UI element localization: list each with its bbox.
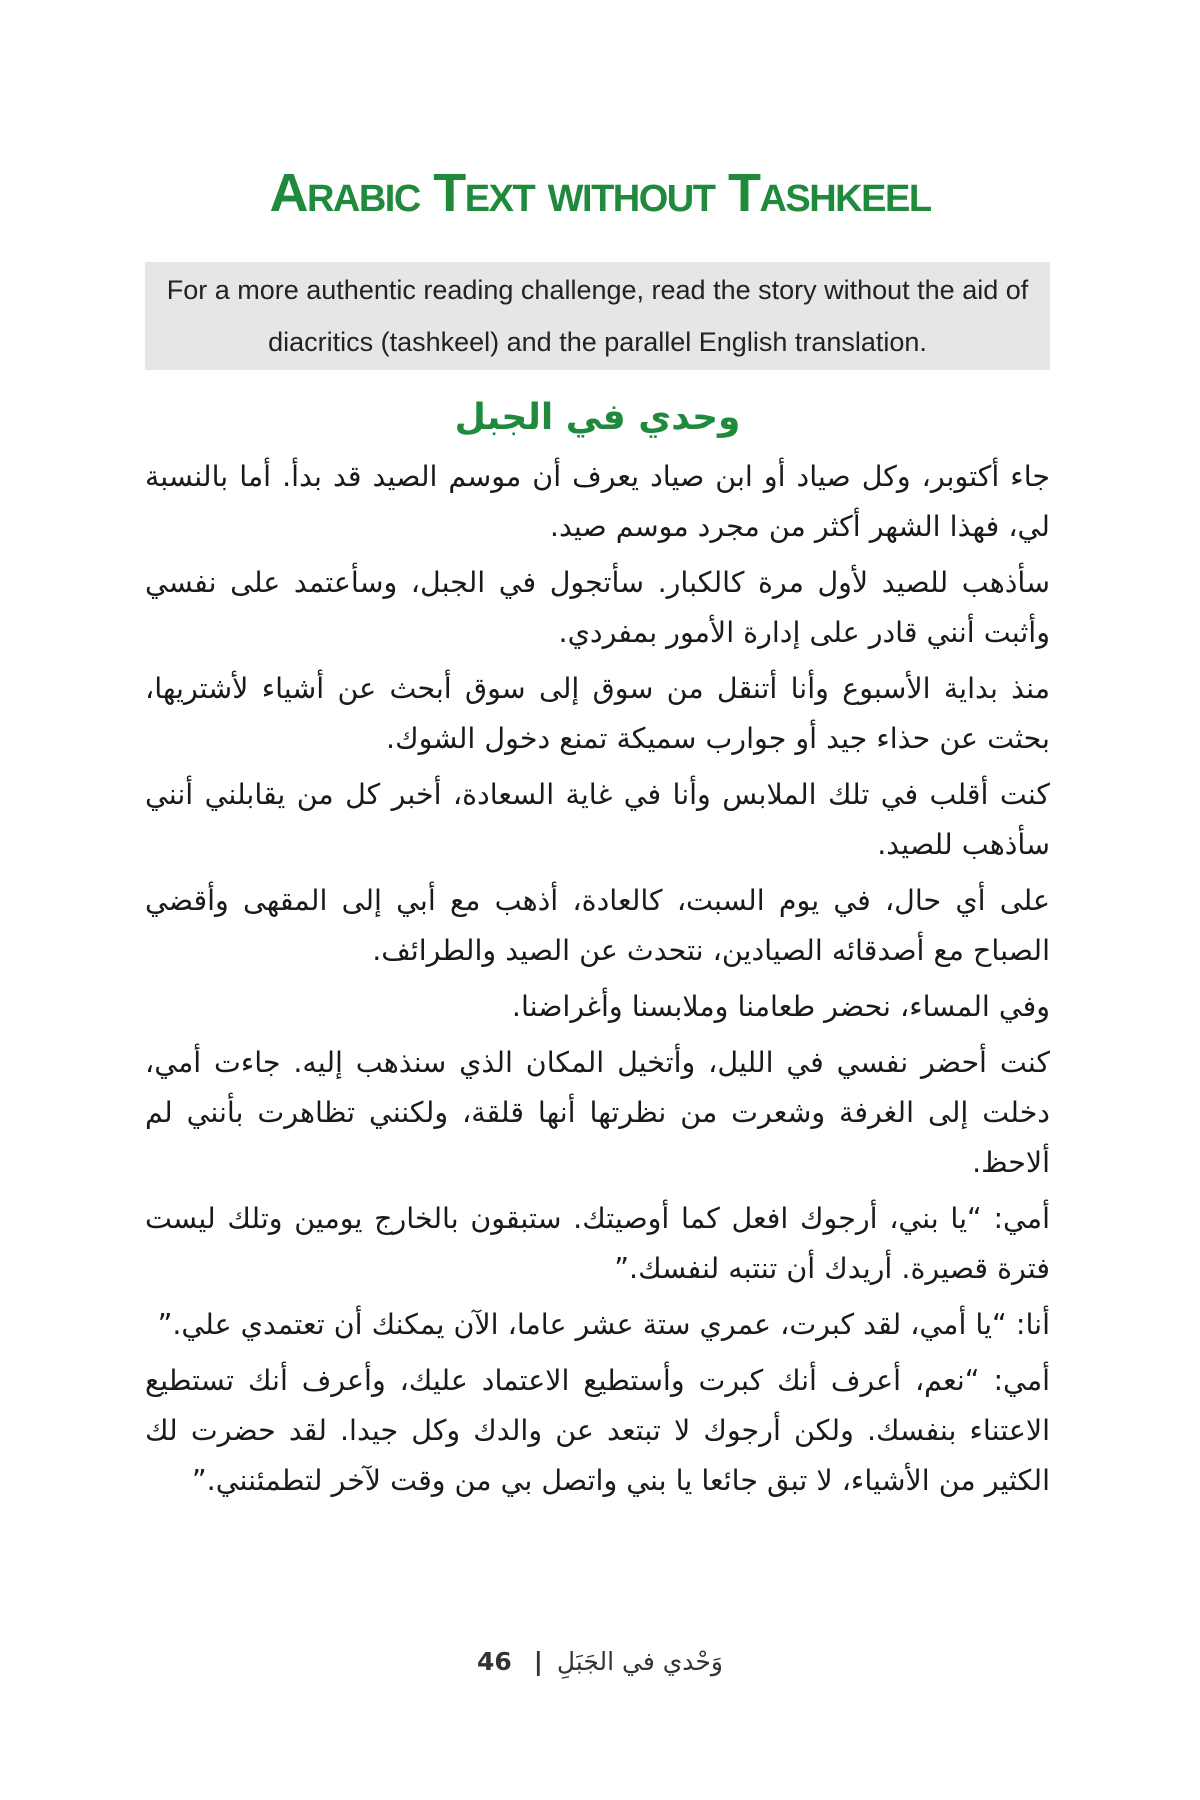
story-paragraph: وفي المساء، نحضر طعامنا وملابسنا وأغراضنا. [511,990,1050,1023]
story-paragraph: أنا: “يا أمي، لقد كبرت، عمري ستة عشر عاما، الآن يمكنك أن تعتمدي علي.” [157,1308,1050,1341]
story-paragraph: أمي: “يا بني، أرجوك افعل كما أوصيتك. ستبقون بالخارج يومين وتلك ليست فترة قصيرة. أريدك أن تنتبه لنفسك.” [145,1202,1050,1285]
footer-separator: | [533,1647,543,1676]
story-title: وحدي في الجبل [454,397,741,438]
page-number: 46 [477,1647,512,1676]
story-paragraph: سأذهب للصيد لأول مرة كالكبار. سأتجول في الجبل، وسأعتمد على نفسي وأثبت أنني قادر على إدارة الأمور بمفردي. [145,566,1050,649]
story-paragraph: منذ بداية الأسبوع وأنا أتنقل من سوق إلى سوق أبحث عن أشياء لأشتريها، بحثت عن حذاء جيد أو جوارب سميكة تمنع دخول الشوك. [145,672,1050,755]
intro-note: For a more authentic reading challenge, read the story without the aid of diacritics (tashkeel) and the parallel English translation. [145,262,1050,370]
story-body [145,390,1050,1512]
story-paragraph: كنت أقلب في تلك الملابس وأنا في غاية السعادة، أخبر كل من يقابلني أنني سأذهب للصيد. [145,778,1050,861]
story-paragraph: كنت أحضر نفسي في الليل، وأتخيل المكان الذي سنذهب إليه. جاءت أمي، دخلت إلى الغرفة وشعرت من نظرتها أنها قلقة، ولكنني تظاهرت بأنني لم ألاحظ. [145,1046,1050,1179]
page-footer [0,1642,1200,1682]
story-paragraph: على أي حال، في يوم السبت، كالعادة، أذهب مع أبي إلى المقهى وأقضي الصباح مع أصدقائه الصيادين، نتحدث عن الصيد والطرائف. [145,884,1050,967]
story-paragraph: جاء أكتوبر، وكل صياد أو ابن صياد يعرف أن موسم الصيد قد بدأ. أما بالنسبة لي، فهذا الشهر أكثر من مجرد موسم صيد. [145,460,1050,543]
footer-book-title: وَحْدي في الجَبَلِ [556,1647,723,1676]
story-paragraph: أمي: “نعم، أعرف أنك كبرت وأستطيع الاعتماد عليك، وأعرف أنك تستطيع الاعتناء بنفسك. ولكن أرجوك لا تبتعد عن والدك وكل جيدا. لقد حضرت لك الكثير من الأشياء، لا تبق جائعا يا بني واتصل بي من وقت لآخر لتطمئنني.” [145,1364,1050,1497]
page-heading: Arabic Text without Tashkeel [269,163,931,223]
